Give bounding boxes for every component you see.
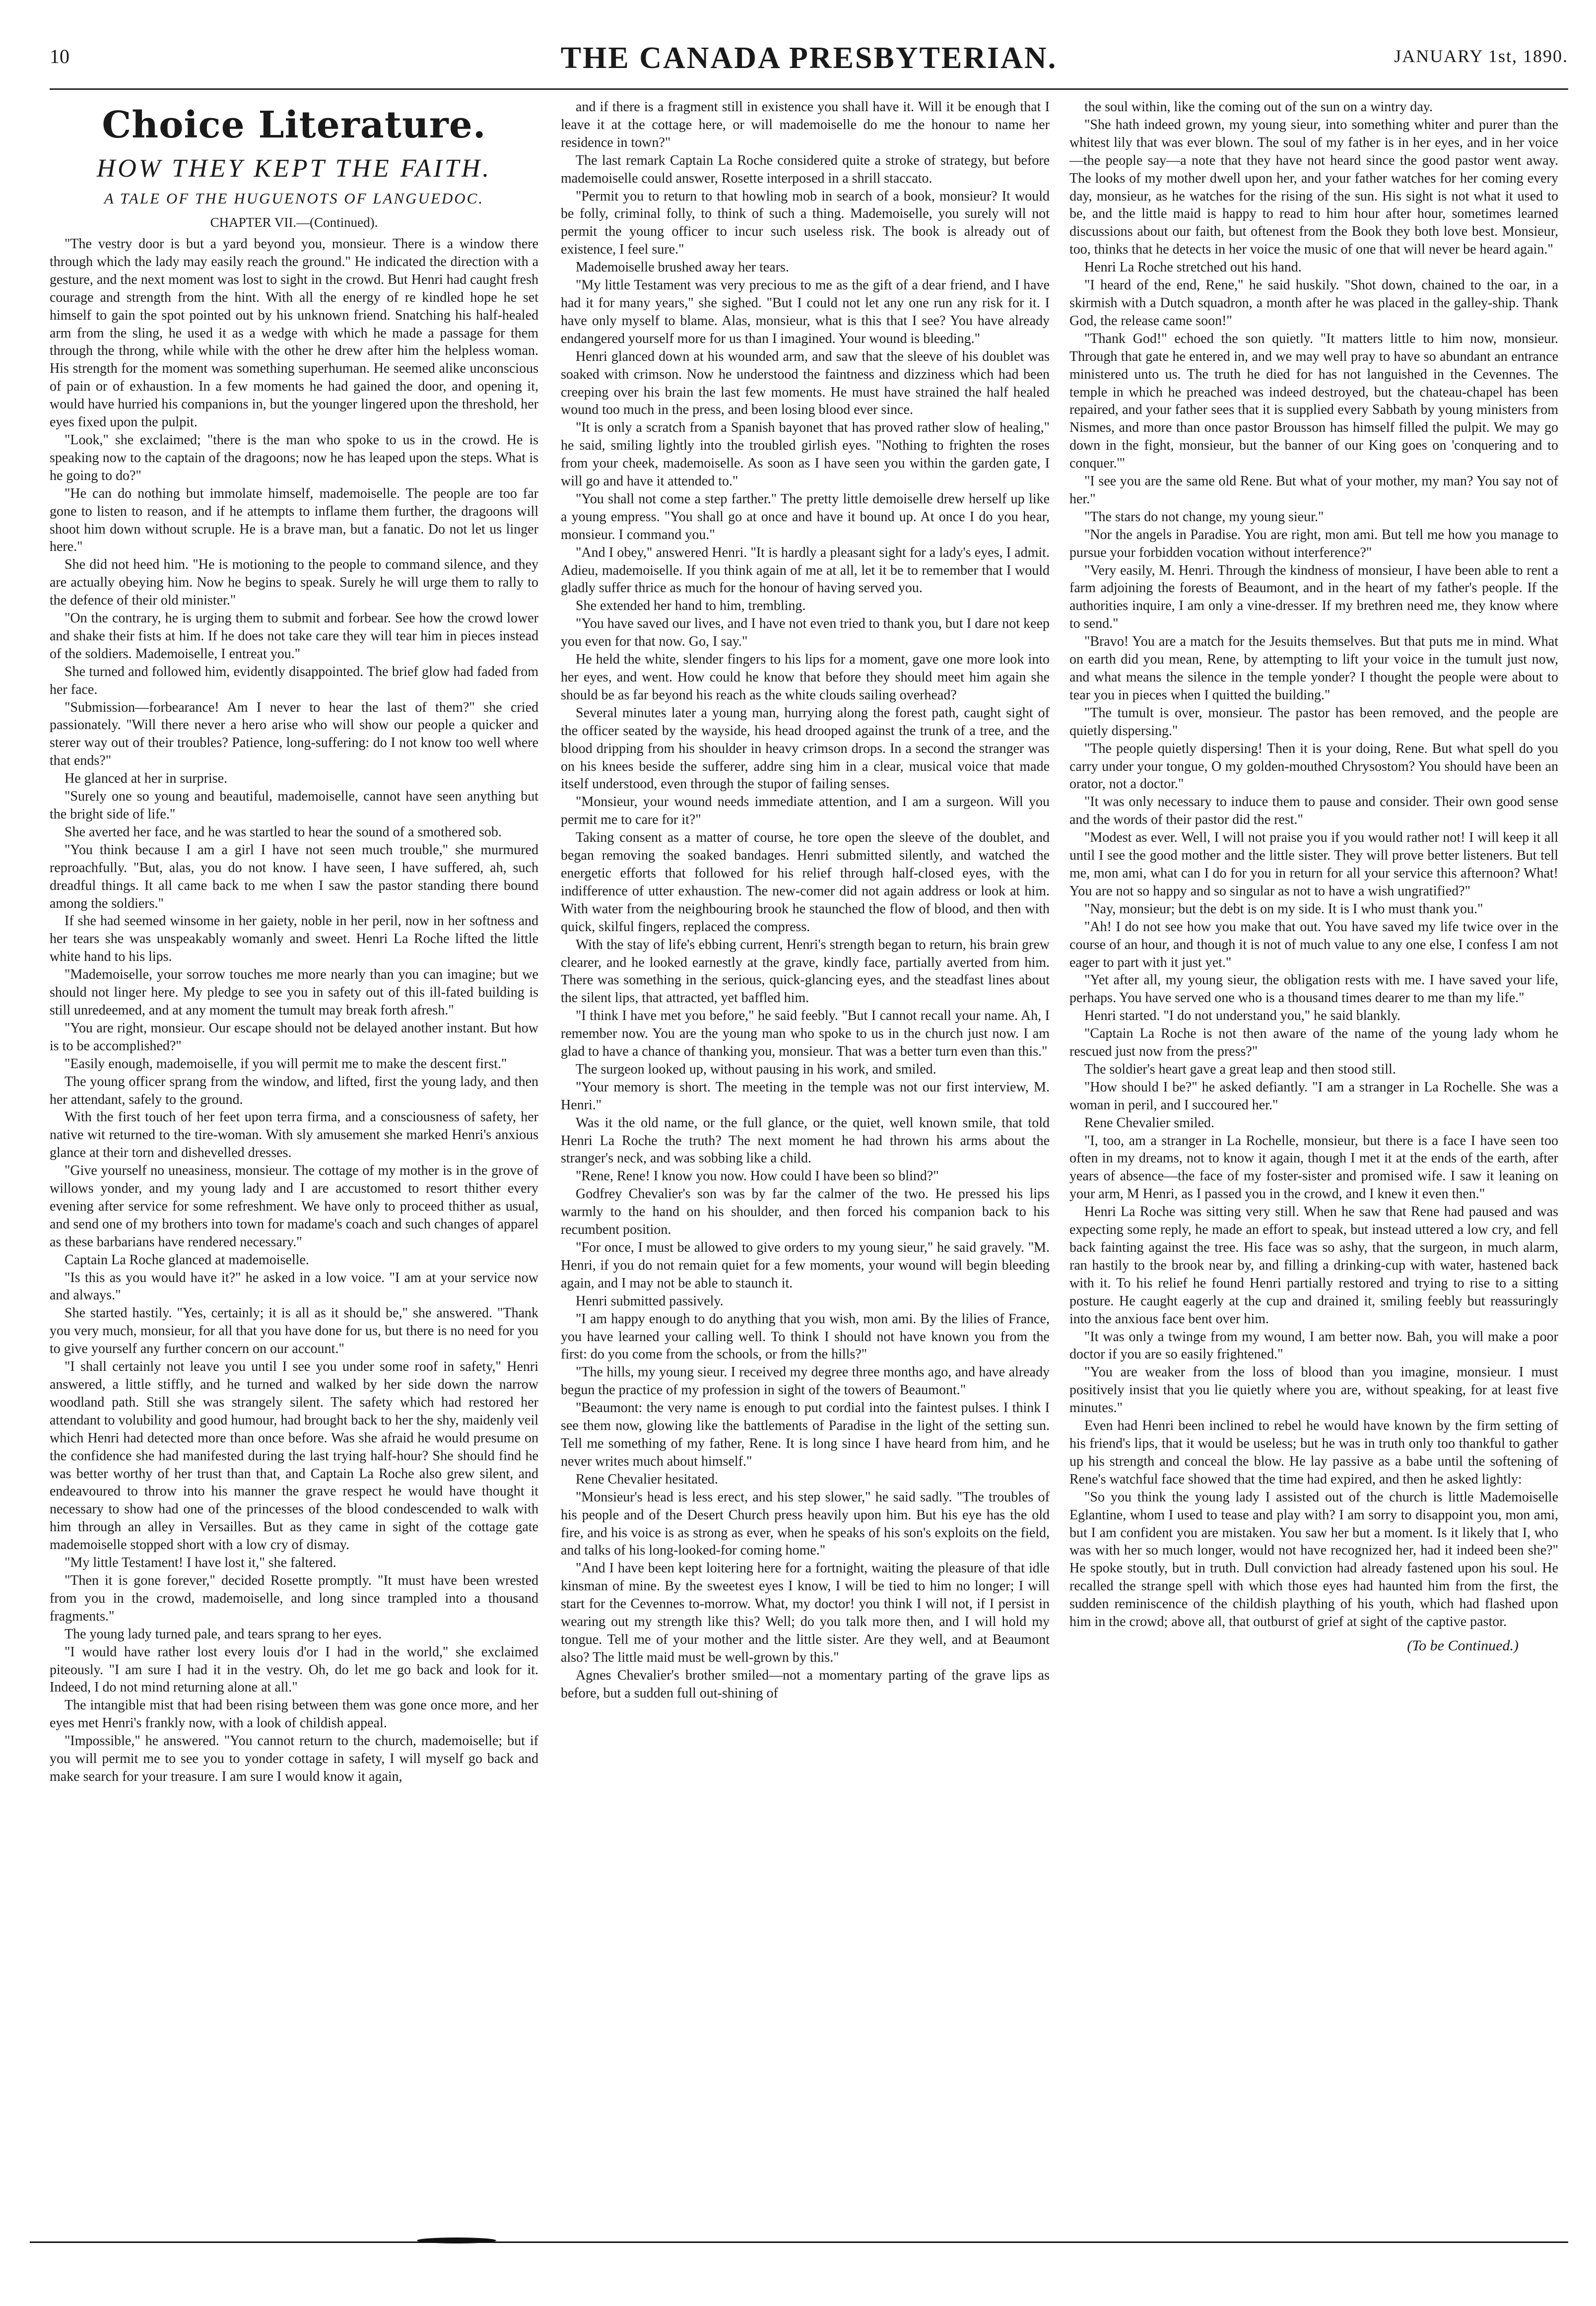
paragraph: With the stay of life's ebbing current, Henri's strength began to return, his brain grew clearer, and he looked earnestly at the grave, kindly face, partially averted from him. There was something in the serious, quick-glancing eyes, and the steadfast lines about the silent lips, that attracted, yet baffled him. [561, 937, 1050, 1006]
page-bottom-rule [30, 2239, 1568, 2243]
paragraph: Henri La Roche was sitting very still. When he saw that Rene had paused and was expecting some reply, he made an effort to speak, but instead uttered a low cry, and fell back fainting against the tree. His face was so ashy, that the surgeon, in much alarm, ran hastily to the brook near by, and filling a drinking-cup with water, hastened back with it. To his relief he found Henri partially restored and trying to rise to a sitting posture. He caught eagerly at the cup and drained it, smiling feebly but reassuringly into the anxious face bent over him. [1069, 1204, 1558, 1327]
paragraph: and if there is a fragment still in existence you shall have it. Will it be enough that I leave it at the cottage here, or will mademoiselle do me the honour to name her residence in town?" [561, 99, 1050, 150]
column-2-body [561, 98, 1050, 1702]
paragraph: She did not heed him. "He is motioning to the people to command silence, and they are actually obeying him. Now he begins to speak. Surely he will urge them to rally to the defence of their old minister." [50, 557, 538, 609]
column-3-body [1069, 98, 1558, 1631]
paragraph: "Monsieur, your wound needs immediate attention, and I am a surgeon. Will you permit me to care for it?" [561, 794, 1050, 828]
paragraph: "You shall not come a step farther." The pretty little demoiselle drew herself up like a young empress. "You shall go at once and have it bound up. At once I do you hear, monsieur. I command you." [561, 491, 1050, 543]
paragraph: "It was only necessary to induce them to pause and consider. Their own good sense and the words of their pastor did the rest." [1069, 794, 1558, 828]
column-1 [50, 98, 538, 2233]
paragraph: Rene Chevalier hesitated. [576, 1471, 718, 1487]
story-title: HOW THEY KEPT THE FAITH. [96, 154, 492, 183]
paragraph: The intangible mist that had been rising between them was gone once more, and her eyes met Henri's frankly now, with a look of childish appeal. [50, 1697, 538, 1731]
newspaper-title: THE CANADA PRESBYTERIAN. [560, 41, 1058, 75]
paragraph: "Mademoiselle, your sorrow touches me more nearly than you can imagine; but we should not linger here. My pledge to see you in safety out of this ill-fated building is still unredeemed, and at any moment the tumult may break forth afresh." [50, 967, 538, 1018]
paragraph: "On the contrary, he is urging them to submit and forbear. See how the crowd lower and shake their fists at him. If he does not take care they will tear him in pieces instead of the soldiers. Mademoiselle, I entreat you." [50, 610, 538, 662]
paragraph: The surgeon looked up, without pausing in his work, and smiled. [576, 1061, 936, 1077]
paragraph: "Modest as ever. Well, I will not praise you if you would rather not! I will keep it all until I see the good mother and the little sister. They will prove better listeners. But tell me, mon ami, what can I do for you in return for all your service this afternoon? What! You are not so happy and so singular as not to have a wish ungratified?" [1069, 830, 1558, 899]
paragraph: Henri La Roche stretched out his hand. [1084, 260, 1302, 275]
column-3 [1069, 98, 1558, 2228]
paragraph: Henri submitted passively. [576, 1293, 724, 1309]
paragraph: "And I obey," answered Henri. "It is hardly a pleasant sight for a lady's eyes, I admit. Adieu, mademoiselle. If you think again of me at all, let it be to remember that I would gladly suffer thrice as much for the honour of having served you. [561, 544, 1050, 596]
paragraph: "Nor the angels in Paradise. You are right, mon ami. But tell me how you manage to pursue your forbidden vocation without interference?" [1069, 527, 1558, 560]
paragraph: "Then it is gone forever," decided Rosette promptly. "It must have been wrested from you in the crowd, mademoiselle, and long since trampled into a thousand fragments." [50, 1572, 538, 1624]
paragraph: She turned and followed him, evidently disappointed. The brief glow had faded from her face. [50, 664, 538, 697]
paragraph: The soldier's heart gave a great leap and then stood still. [1084, 1061, 1396, 1077]
paragraph: Several minutes later a young man, hurrying along the forest path, caught sight of the officer seated by the wayside, his head drooped against the trunk of a tree, and the blood dripping from his shoulder in heavy crimson drops. In a second the stranger was on his knees beside the sufferer, addre sing him in a clear, musical voice that made itself understood, even through the stupor of failing senses. [561, 705, 1050, 792]
paragraph: "And I have been kept loitering here for a fortnight, waiting the pleasure of that idle kinsman of mine. By the sweetest eyes I know, I will be tied to him no longer; I will start for the Cevennes to-morrow. What, my doctor! you think I will not, if I persist in wearing out my strength like this? Well; do you talk more then, and I will hold my tongue. Tell me of your mother and the little sister. Are they well, and at Beaumont also? The little maid must be well-grown by this." [561, 1560, 1050, 1665]
paragraph: Henri started. "I do not understand you," he said blankly. [1084, 1008, 1400, 1024]
paragraph: He held the white, slender fingers to his lips for a moment, gave one more look into her eyes, and went. How could he know that before they should meet him again she should be as far beyond his reach as the white clouds sailing overhead? [561, 652, 1050, 703]
column-2 [561, 98, 1050, 2233]
paragraph: The young officer sprang from the window, and lifted, first the young lady, and then her attendant, safely to the ground. [50, 1074, 538, 1107]
paragraph: Agnes Chevalier's brother smiled—not a momentary parting of the grave lips as before, but a sudden full out-shining of [561, 1667, 1050, 1701]
paragraph: Mademoiselle brushed away her tears. [576, 260, 789, 275]
paragraph: Taking consent as a matter of course, he tore open the sleeve of the doublet, and began removing the soaked bandages. Henri submitted silently, and watched the energetic efforts that followed for his relief through half-closed eyes, with the indifference of utter exhaustion. The new-comer did not again address or look at him. With water from the neighbouring brook he staunched the flow of blood, and then with quick, skilful fingers, replaced the compress. [561, 830, 1050, 935]
paragraph: "The vestry door is but a yard beyond you, monsieur. There is a window there through which the lady may easily reach the ground." He indicated the direction with a gesture, and the next moment was lost to sight in the crowd. But Henri had caught fresh courage and strength from the hint. With all the energy of re kindled hope he set himself to gain the spot pointed out by his unknown friend. Snatching his half-healed arm from the sling, he used it as a wedge with which he made a passage for them through the throng, while while with the other he drew after him the helpless woman. His strength for the moment was something superhuman. He seemed alike unconscious of pain or of exhaustion. In a few moments he had gained the door, and opening it, would have hurried his companions in, but the younger lingered upon the threshold, her eyes fixed upon the pulpit. [50, 236, 538, 430]
paragraph: "I would have rather lost every louis d'or I had in the world," she exclaimed piteously. "I am sure I had it in the vestry. Oh, do let me go back and look for it. Indeed, I do not mind returning alone at all." [50, 1644, 538, 1696]
paragraph: "I heard of the end, Rene," he said huskily. "Shot down, chained to the oar, in a skirmish with a Dutch squadron, a month after he was placed in the galley-ship. Thank God, the release came soon!" [1069, 277, 1558, 329]
paragraph: "Bravo! You are a match for the Jesuits themselves. But that puts me in mind. What on earth did you mean, Rene, by attempting to lift your voice in the tumult just now, and what means the silence in the temple yonder? I thought the people were about to tear you in pieces when I quitted the building." [1069, 634, 1558, 703]
paragraph: "My little Testament was very precious to me as the gift of a dear friend, and I have had it for many years," she sighed. "But I could not let any one run any risk for it. I have only myself to blame. Alas, monsieur, what is this that I see? You have already endangered yourself more for us than I imagined. Your wound is bleeding." [561, 277, 1050, 346]
paragraph: "The people quietly dispersing! Then it is your doing, Rene. But what spell do you carry under your tongue, O my golden-mouthed Chrysostom? You should have been an orator, not a doctor." [1069, 741, 1558, 792]
paragraph: "I am happy enough to do anything that you wish, mon ami. By the lilies of France, you have learned your calling well. To think I should not have known you from the first: do you come from the schools, or from the hills?" [561, 1311, 1050, 1362]
paragraph: "You are weaker from the loss of blood than you imagine, monsieur. I must positively insist that you lie quietly where you are, without speaking, for at least five minutes." [1069, 1364, 1558, 1416]
paragraph: "Ah! I do not see how you make that out. You have saved my life twice over in the course of an hour, and though it is not of much value to any one else, I confess I am not eager to part with it just yet." [1069, 919, 1558, 970]
ink-blot [417, 2238, 496, 2243]
column-1-body [50, 235, 538, 1786]
paragraph: Even had Henri been inclined to rebel he would have known by the firm setting of his friend's lips, that it would be useless; but he was in truth only too thankful to gather up his strength and conceal the blow. He lay passive as a babe until the softening of Rene's watchful face showed that the time had expired, and then he asked lightly: [1069, 1418, 1558, 1487]
section-heading: Choice Literature. [102, 104, 486, 146]
paragraph: "Rene, Rene! I know you now. How could I have been so blind?" [576, 1168, 939, 1184]
paragraph: Godfrey Chevalier's son was by far the calmer of the two. He pressed his lips warmly to the hand on his shoulder, and then forced his companion back to his recumbent position. [561, 1186, 1050, 1238]
paragraph: "I shall certainly not leave you until I see you under some roof in safety," Henri answered, a little stiffly, and he turned and walked by her side down the narrow woodland path. Still she was strangely silent. The safety which had restored her attendant to volubility and good humour, had brought back to her the shy, maidenly veil which Henri had detected more than once before. Was she afraid he would presume on the confidence she had manifested during the last trying half-hour? She should find he was better worthy of her trust than that, and Captain La Roche also grew silent, and endeavoured to throw into his manner the grave respect he would have thought it necessary to show had one of the princesses of the blood condescended to walk with him through an alley in Versailles. But as they came in sight of the cottage gate mademoiselle stopped short with a low cry of dismay. [50, 1359, 538, 1553]
paragraph: The last remark Captain La Roche considered quite a stroke of strategy, but before mademoiselle could answer, Rosette interposed in a shrill staccato. [561, 152, 1050, 186]
paragraph: "Impossible," he answered. "You cannot return to the church, mademoiselle; but if you will permit me to see you to yonder cottage in safety, I will myself go back and make search for your treasure. I am sure I would know it again, [50, 1733, 538, 1784]
paragraph: "Easily enough, mademoiselle, if you will permit me to make the descent first." [65, 1056, 507, 1072]
paragraph: "Yet after all, my young sieur, the obligation rests with me. I have saved your life, perhaps. You have served one who is a thousand times dearer to me than my life." [1069, 972, 1558, 1006]
paragraph: "I think I have met you before," he said feebly. "But I cannot recall your name. Ah, I remember now. You are the young man who spoke to us in the church just now. I am glad to have a chance of thanking you, monsieur. That was a better turn even than this." [561, 1008, 1050, 1060]
bottom-rule-line [30, 2241, 1568, 2243]
paragraph: "For once, I must be allowed to give orders to my young sieur," he said gravely. "M. Henri, if you do not remain quiet for a few moments, your wound will begin bleeding again, and I may not be able to staunch it. [561, 1240, 1050, 1291]
paragraph: Captain La Roche glanced at mademoiselle. [65, 1252, 309, 1268]
page-number: 10 [50, 45, 69, 68]
paragraph: "Monsieur's head is less erect, and his step slower," he said sadly. "The troubles of his people and of the Desert Church press heavily upon him. But his eye has the old fire, and his voice is as strong as ever, when he speaks of his son's exploits on the field, and talks of his long-looked-for coming home." [561, 1489, 1050, 1559]
paragraph: "It was only a twinge from my wound, I am better now. Bah, you will make a poor doctor if you are so easily frightened." [1069, 1329, 1558, 1362]
paragraph: "He can do nothing but immolate himself, mademoiselle. The people are too far gone to listen to reason, and if he attempts to inflame them further, the dragoons will shoot him down without scruple. He is a brave man, but a fanatic. Do not let us linger here." [50, 485, 538, 555]
paragraph: She extended her hand to him, trembling. [576, 598, 806, 614]
paragraph: Henri glanced down at his wounded arm, and saw that the sleeve of his doublet was soaked with crimson. Now he understood the faintness and dizziness which had been creeping over his brain the last few moments. He must have strained the half healed wound too much in the press, and been losing blood ever since. [561, 348, 1050, 418]
paragraph: With the first touch of her feet upon terra firma, and a consciousness of safety, her native wit returned to the tire-woman. With sly amusement she marked Henri's anxious glance at their torn and dishevelled dresses. [50, 1109, 538, 1161]
paragraph: "The hills, my young sieur. I received my degree three months ago, and have already begun the practice of my profession in sight of the towers of Beaumont." [561, 1364, 1050, 1398]
paragraph: She started hastily. "Yes, certainly; it is all as it should be," she answered. "Thank you very much, monsieur, for all that you have done for us, but there is no need for you to give yourself any further concern on our account." [50, 1305, 538, 1357]
masthead [50, 41, 1568, 80]
paragraph: "Beaumont: the very name is enough to put cordial into the faintest pulses. I think I see them now, glowing like the battlements of Paradise in the light of the setting sun. Tell me something of my father, Rene. It is long since I have heard from him, and he never writes much about himself." [561, 1400, 1050, 1469]
paragraph: "You have saved our lives, and I have not even tried to thank you, but I dare not keep you even for that now. Go, I say." [561, 616, 1050, 650]
chapter-heading: CHAPTER VII.—(Continued). [210, 215, 378, 230]
paragraph: She averted her face, and he was startled to hear the sound of a smothered sob. [65, 824, 502, 840]
paragraph: "The tumult is over, monsieur. The pastor has been removed, and the people are quietly dispersing." [1069, 705, 1558, 739]
paragraph: Was it the old name, or the full glance, or the quiet, well known smile, that told Henri La Roche the truth? The next moment he had thrown his arms about the stranger's neck, and was sobbing like a child. [561, 1115, 1050, 1166]
paragraph: "Give yourself no uneasiness, monsieur. The cottage of my mother is in the grove of willows yonder, and my young lady and I are accustomed to resort thither every evening after service for some refreshment. We have only to proceed thither as usual, and send one of my brothers into town for madame's coach and such changes of apparel as these barbarians have rendered necessary." [50, 1163, 538, 1250]
paragraph: "It is only a scratch from a Spanish bayonet that has proved rather slow of healing," he said, smiling lightly into the troubled girlish eyes. "Nothing to frighten the roses from your cheek, mademoiselle. As soon as I have seen you within the garden gate, I will go and have it attended to." [561, 420, 1050, 489]
paragraph: "You think because I am a girl I have not seen much trouble," she murmured reproachfully. "But, alas, you do not know. I have seen, I have suffered, ah, such dreadful things. It all came back to me when I saw the pastor standing there bound among the soldiers." [50, 842, 538, 911]
paragraph: "Permit you to return to that howling mob in search of a book, monsieur? It would be folly, criminal folly, to think of such a thing. Mademoiselle, you surely will not permit the young officer to incur such useless risk. The book is already out of existence, I feel sure." [561, 188, 1050, 258]
paragraph: "So you think the young lady I assisted out of the church is little Mademoiselle Eglantine, whom I used to tease and play with? I am sorry to disappoint you, mon ami, but I am confident you are mistaken. You saw her but a moment. Is it likely that I, who was with her so much longer, would not have recognized her, had it indeed been she?" He spoke stoutly, but in truth. Dull conviction had already fastened upon his soul. He recalled the strange spell with which those eyes had haunted him from the first, the sudden reminiscence of the childish plaything of his youth, which had flashed upon him in the crowd; above all, that outburst of grief at sight of the captive pastor. [1069, 1489, 1558, 1630]
issue-date: JANUARY 1st, 1890. [1394, 46, 1568, 66]
paragraph: "The stars do not change, my young sieur." [1084, 509, 1324, 525]
paragraph: Rene Chevalier smiled. [1084, 1115, 1215, 1131]
paragraph: the soul within, like the coming out of the sun on a wintry day. [1084, 99, 1433, 115]
paragraph: "How should I be?" he asked defiantly. "I am a stranger in La Rochelle. She was a woman in peril, and I succoured her." [1069, 1079, 1558, 1113]
paragraph: "Your memory is short. The meeting in the temple was not our first interview, M. Henri." [561, 1079, 1050, 1113]
paragraph: "Is this as you would have it?" he asked in a low voice. "I am at your service now and always." [50, 1270, 538, 1303]
paragraph: "Thank God!" echoed the son quietly. "It matters little to him now, monsieur. Through that gate he entered in, and we may well pray to have so abundant an entrance ministered unto us. The truth he died for has not languished in the Cevennes. The temple in which he preached was indeed destroyed, but the chateau-chapel has been repaired, and your father sees that it is supplied every Sabbath by young ministers from Nismes, and more than once pastor Brousson has himself filled the pulpit. We may go down in the fight, monsieur, but the banner of our King goes on 'conquering and to conquer.'" [1069, 331, 1558, 472]
paragraph: "I, too, am a stranger in La Rochelle, monsieur, but there is a face I have seen too often in my dreams, not to know it again, though I met it at the ends of the earth, after years of absence—the face of my foster-sister and promised wife. I saw it leaning on your arm, M Henri, as I passed you in the crowd, and I knew it even then." [1069, 1133, 1558, 1202]
paragraph: "Very easily, M. Henri. Through the kindness of monsieur, I have been able to rent a farm adjoining the forests of Beaumont, and in the heart of my father's people. If the authorities inquire, I am only a vine-dresser. If my brethren need me, they know where to send." [1069, 562, 1558, 632]
paragraph: "I see you are the same old Rene. But what of your mother, my man? You say not of her." [1069, 474, 1558, 507]
paragraph: The young lady turned pale, and tears sprang to her eyes. [65, 1626, 382, 1642]
paragraph: He glanced at her in surprise. [65, 771, 228, 787]
continued-note: (To be Continued.) [1407, 1637, 1519, 1654]
paragraph: "You are right, monsieur. Our escape should not be delayed another instant. But how is to be accomplished?" [50, 1020, 538, 1054]
paragraph: "Nay, monsieur; but the debt is on my side. It is I who must thank you." [1084, 901, 1483, 917]
paragraph: "My little Testament! I have lost it," she faltered. [65, 1555, 336, 1571]
paragraph: "Captain La Roche is not then aware of the name of the young lady whom he rescued just now from the press?" [1069, 1026, 1558, 1060]
paragraph: If she had seemed winsome in her gaiety, noble in her peril, now in her softness and her tears she was unspeakably womanly and sweet. Henri La Roche lifted the little white hand to his lips. [50, 913, 538, 965]
paragraph: "Look," she exclaimed; "there is the man who spoke to us in the crowd. He is speaking now to the captain of the dragoons; now he has leaped upon the steps. What is he going to do?" [50, 432, 538, 483]
paragraph: "She hath indeed grown, my young sieur, into something whiter and purer than the whitest lily that was ever blown. The soul of my father is in her eyes, and in her voice—the people say—a note that they have not heard since the good pastor went away. The looks of my mother dwell upon her, and your father watches for her coming every day, monsieur, as he watches for the rising of the sun. His sight is not what it used to be, and the little maid is happy to read to him hour after hour, sometimes learned discussions about our faith, but oftenest from the Book they both love best. Monsieur, too, thinks that he detects in her voice the music of one that will never be heard again." [1069, 117, 1558, 258]
story-subtitle: A TALE OF THE HUGUENOTS OF LANGUEDOC. [104, 190, 484, 207]
masthead-rule [50, 88, 1568, 90]
paragraph: "Surely one so young and beautiful, mademoiselle, cannot have seen anything but the bright side of life." [50, 789, 538, 822]
paragraph: "Submission—forbearance! Am I never to hear the last of them?" she cried passionately. "Will there never a hero arise who will show our people a quicker and sterer way out of their troubles? Patience, long-suffering: do I not know too well where that ends?" [50, 699, 538, 769]
